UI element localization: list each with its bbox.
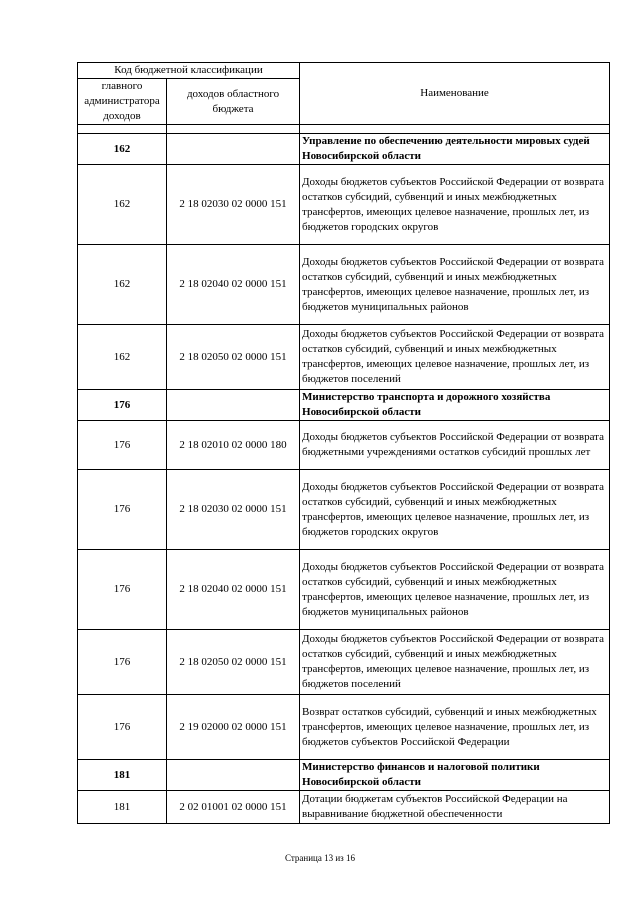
spacer-row [78,125,610,134]
name-cell: Возврат остатков субсидий, субвенций и иных межбюджетных трансфертов, имеющих целевое назначение, прошлых лет, из бюджетов субъектов Российской Федерации [300,695,610,760]
table-row [78,630,610,695]
admin-code-cell: 176 [78,421,167,470]
header-main-administrator: главного администратора доходов [78,79,167,125]
budget-classification-table [77,62,610,824]
admin-code-cell: 162 [78,325,167,390]
table-row [78,791,610,824]
table-row [78,421,610,470]
table-row [78,165,610,245]
name-cell: Доходы бюджетов субъектов Российской Федерации от возврата остатков субсидий, субвенций и иных межбюджетных трансфертов, имеющих целевое назначение, прошлых лет, из бюджетов городских округов [300,165,610,245]
income-code-cell [167,760,300,791]
name-cell: Министерство транспорта и дорожного хозяйства Новосибирской области [300,390,610,421]
header-row-group [78,63,610,79]
admin-code-cell: 162 [78,134,167,165]
spacer-cell [78,125,167,134]
income-code-cell: 2 18 02010 02 0000 180 [167,421,300,470]
admin-code-cell: 181 [78,760,167,791]
admin-code-cell: 181 [78,791,167,824]
table-row-section [78,390,610,421]
admin-code-cell: 162 [78,245,167,325]
table-row [78,695,610,760]
name-cell: Доходы бюджетов субъектов Российской Федерации от возврата остатков субсидий, субвенций и иных межбюджетных трансфертов, имеющих целевое назначение, прошлых лет, из бюджетов поселений [300,630,610,695]
table-row [78,550,610,630]
income-code-cell: 2 02 01001 02 0000 151 [167,791,300,824]
name-cell: Дотации бюджетам субъектов Российской Федерации на выравнивание бюджетной обеспеченности [300,791,610,824]
page-number: Страница 13 из 16 [285,853,355,863]
admin-code-cell: 176 [78,390,167,421]
income-code-cell [167,134,300,165]
table-row [78,470,610,550]
name-cell: Доходы бюджетов субъектов Российской Федерации от возврата остатков субсидий, субвенций и иных межбюджетных трансфертов, имеющих целевое назначение, прошлых лет, из бюджетов муниципальных районов [300,245,610,325]
income-code-cell: 2 18 02030 02 0000 151 [167,470,300,550]
income-code-cell: 2 19 02000 02 0000 151 [167,695,300,760]
income-code-cell: 2 18 02040 02 0000 151 [167,550,300,630]
name-cell: Министерство финансов и налоговой политики Новосибирской области [300,760,610,791]
income-code-cell: 2 18 02030 02 0000 151 [167,165,300,245]
income-code-cell: 2 18 02040 02 0000 151 [167,245,300,325]
admin-code-cell: 176 [78,550,167,630]
income-code-cell: 2 18 02050 02 0000 151 [167,630,300,695]
name-cell: Доходы бюджетов субъектов Российской Федерации от возврата бюджетными учреждениями остатков субсидий прошлых лет [300,421,610,470]
name-cell: Доходы бюджетов субъектов Российской Федерации от возврата остатков субсидий, субвенций и иных межбюджетных трансфертов, имеющих целевое назначение, прошлых лет, из бюджетов городских округов [300,470,610,550]
header-budget-classification: Код бюджетной классификации [78,63,300,79]
admin-code-cell: 162 [78,165,167,245]
name-cell: Доходы бюджетов субъектов Российской Федерации от возврата остатков субсидий, субвенций и иных межбюджетных трансфертов, имеющих целевое назначение, прошлых лет, из бюджетов поселений [300,325,610,390]
table-row-section [78,760,610,791]
table-row [78,245,610,325]
admin-code-cell: 176 [78,695,167,760]
name-cell: Доходы бюджетов субъектов Российской Федерации от возврата остатков субсидий, субвенций и иных межбюджетных трансфертов, имеющих целевое назначение, прошлых лет, из бюджетов муниципальных районов [300,550,610,630]
table-row-section [78,134,610,165]
spacer-cell [167,125,300,134]
income-code-cell: 2 18 02050 02 0000 151 [167,325,300,390]
admin-code-cell: 176 [78,470,167,550]
header-regional-budget-income: доходов областного бюджета [167,79,300,125]
name-cell: Управление по обеспечению деятельности мировых судей Новосибирской области [300,134,610,165]
table-body [78,63,610,824]
admin-code-cell: 176 [78,630,167,695]
income-code-cell [167,390,300,421]
table-row [78,325,610,390]
header-name: Наименование [300,63,610,125]
spacer-cell [300,125,610,134]
